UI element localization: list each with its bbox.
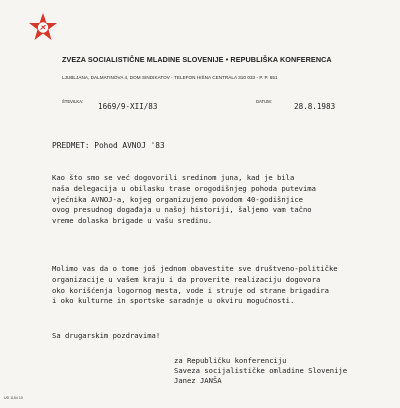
reference-label: ŠTEVILKA: bbox=[62, 99, 84, 104]
signature-block bbox=[174, 356, 347, 385]
letterhead-separator: • bbox=[225, 55, 229, 64]
body-paragraph-1 bbox=[52, 173, 316, 227]
body-line: ovog presudnog događaja u našoj historiji, šaljemo vam tačno bbox=[52, 205, 312, 215]
letterhead-title bbox=[62, 55, 332, 64]
signer-name: Janez JANŠA bbox=[174, 375, 222, 385]
body-paragraph-2 bbox=[52, 264, 338, 307]
archive-code: UD 1154 10 bbox=[4, 396, 23, 400]
star-emblem-icon bbox=[28, 12, 58, 42]
body-line: i oko kulturne in sportske saradnje u okviru mogućnosti. bbox=[52, 296, 295, 306]
signature-line: Saveza socijalističke omladine Slovenije bbox=[174, 365, 348, 375]
subject-line: PREDMET: Pohod AVNOJ '83 bbox=[52, 141, 165, 150]
body-line: Kao što smo se već dogovorili sredinom juna, kad je bila bbox=[52, 173, 295, 182]
reference-number: 1669/9-XII/83 bbox=[98, 102, 158, 111]
signature-line: za Republičku konferenciju bbox=[174, 356, 287, 365]
body-line: vreme dolaska brigade u vašu sredinu. bbox=[52, 216, 213, 226]
closing-greeting: Sa drugarskim pozdravima! bbox=[52, 331, 161, 340]
body-line: vjećnika AVNOJ-a, kojeg organizujemo povodom 40-godišnjice bbox=[52, 194, 303, 204]
body-line: naša delegacija u obilasku trase orogodišnjeg pohoda putevima bbox=[52, 183, 316, 193]
conference-name: REPUBLIŠKA KONFERENCA bbox=[230, 55, 332, 64]
date-value: 28.8.1983 bbox=[294, 102, 336, 111]
organization-name: ZVEZA SOCIALISTIČNE MLADINE SLOVENIJE bbox=[62, 55, 224, 64]
letterhead-address: LJUBLJANA, DALMATINOVA 4, DOM SINDIKATOV - TELEFON HIŠNA CENTRALA 310 033 - P. P. 651 bbox=[62, 75, 278, 80]
body-line: oko korišćenja logornog mesta, vode i struje od strane brigadira bbox=[52, 285, 329, 295]
body-line: Molimo vas da o tome još jednom obavestite sve društveno-političke bbox=[52, 264, 338, 273]
body-line: organizacije u vašem kraju i da proverite realizaciju dogovora bbox=[52, 274, 321, 284]
date-label: DATUM: bbox=[256, 99, 272, 104]
